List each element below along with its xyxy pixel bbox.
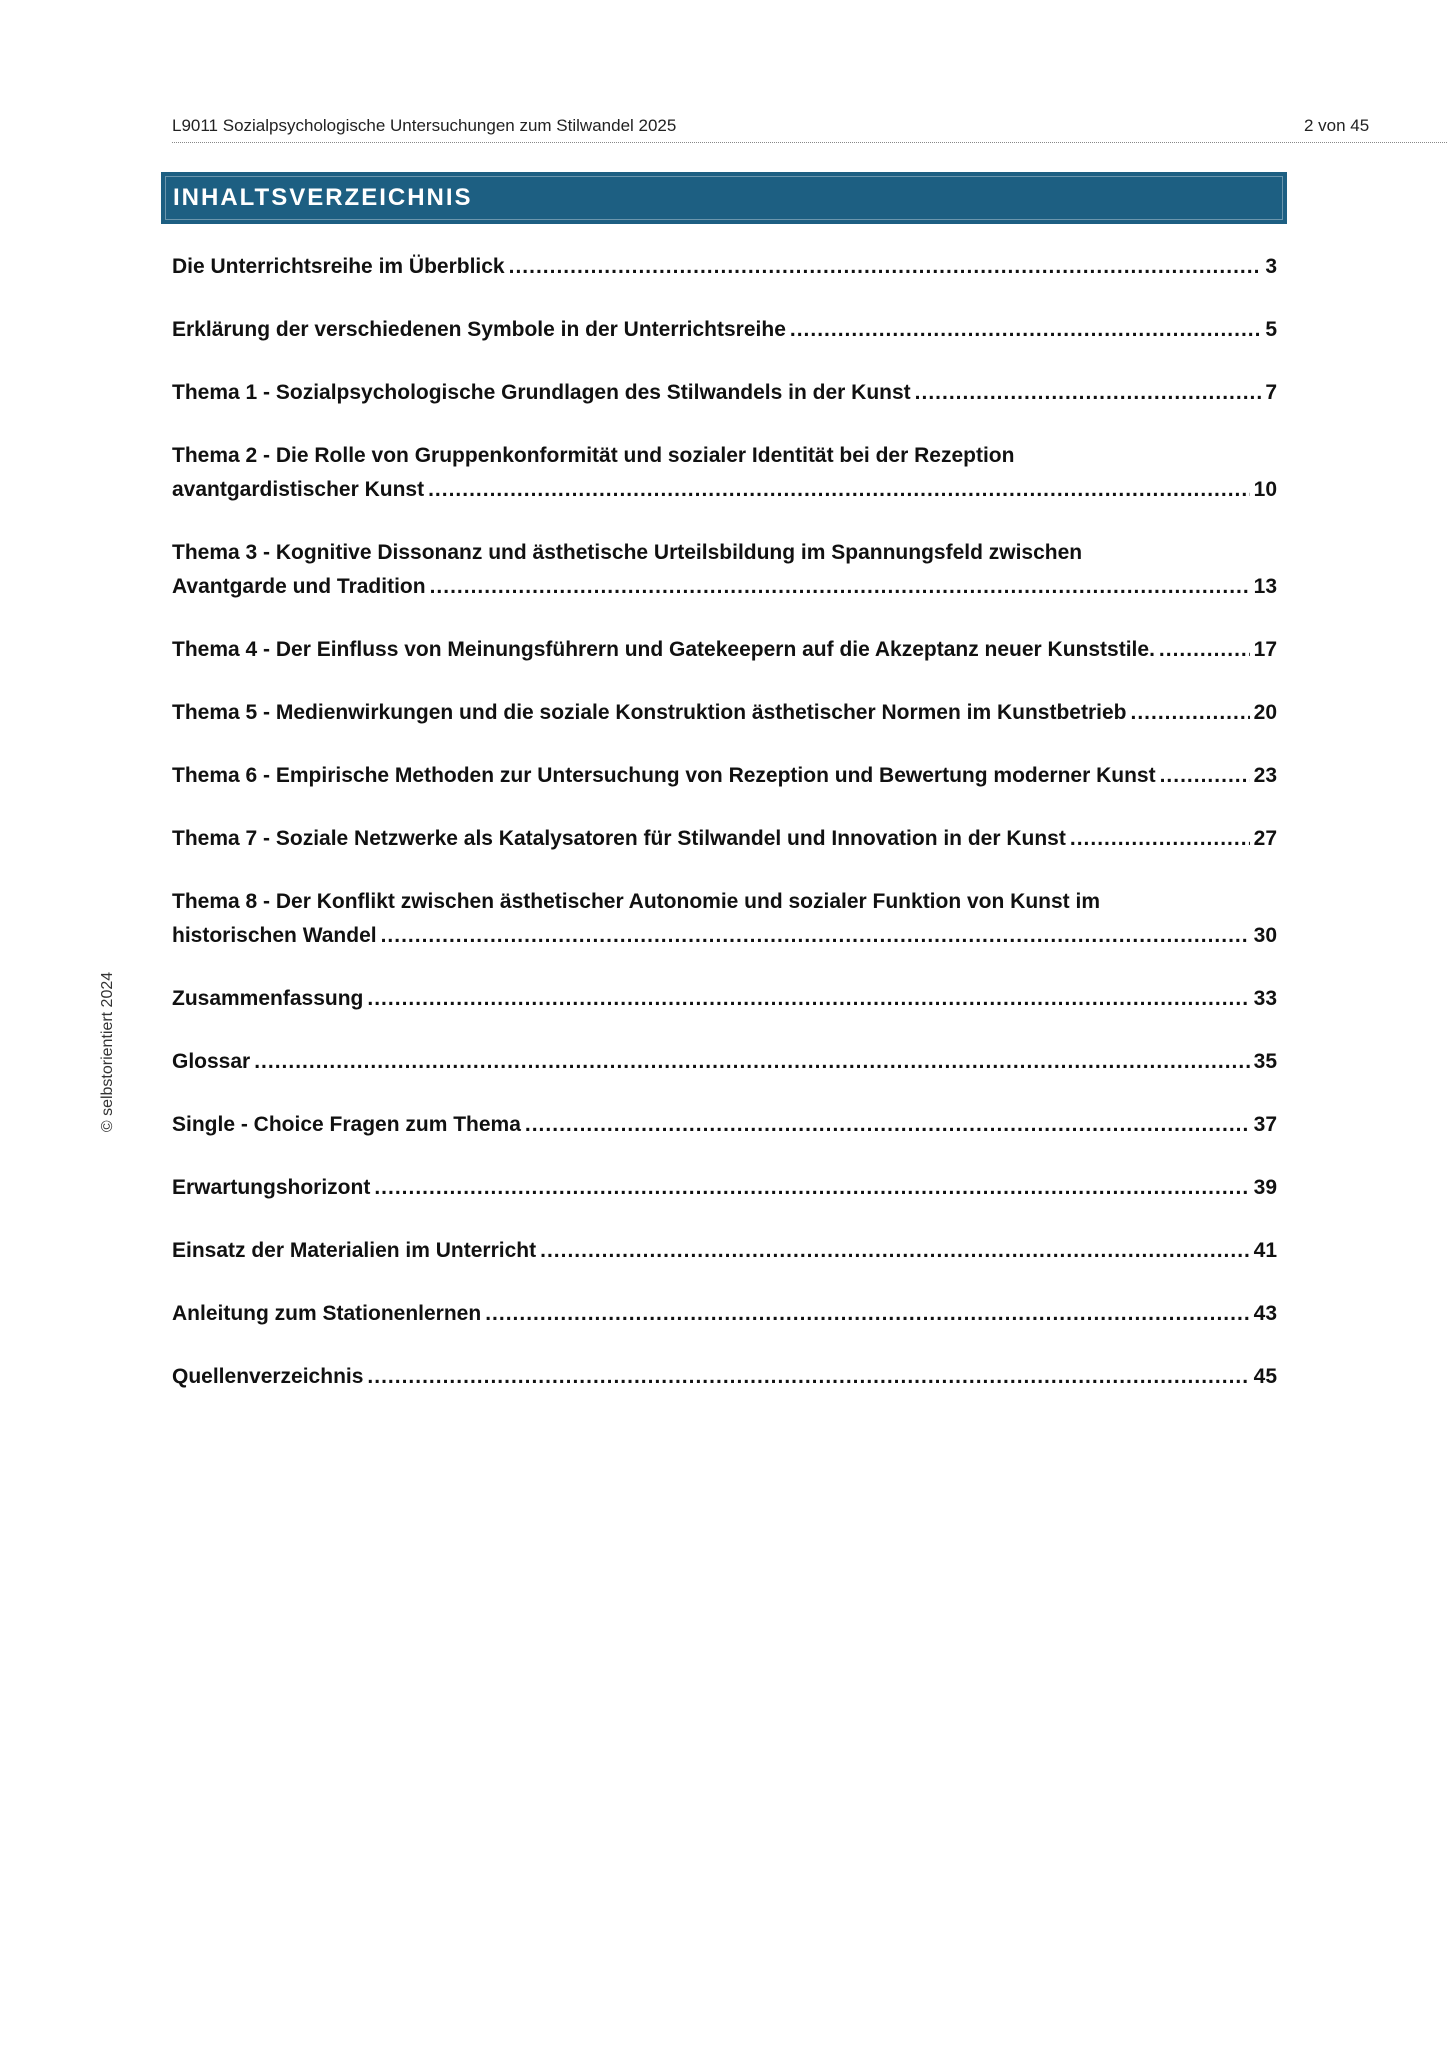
- toc-entry-line: [172, 759, 1277, 793]
- toc-entry-title-line: Thema 8 - Der Konflikt zwischen ästhetischer Autonomie und sozialer Funktion von Kunst im: [172, 890, 1101, 913]
- toc-entry-page: 13: [1253, 575, 1277, 598]
- toc-entry[interactable]: [172, 696, 1277, 730]
- toc-entry-page: 30: [1253, 924, 1277, 947]
- toc-dot-leader: [540, 1234, 1250, 1268]
- toc-entry-page: 43: [1253, 1302, 1277, 1325]
- toc-entry[interactable]: [172, 1171, 1277, 1205]
- toc-entry-title: historischen Wandel: [172, 924, 377, 947]
- toc-entry-page: 23: [1253, 764, 1277, 787]
- toc-entry[interactable]: [172, 885, 1277, 953]
- toc-entry[interactable]: [172, 439, 1277, 507]
- table-of-contents: [172, 250, 1277, 1423]
- toc-entry-page: 45: [1253, 1365, 1277, 1388]
- toc-entry-page: 7: [1265, 381, 1277, 404]
- toc-entry[interactable]: [172, 376, 1277, 410]
- toc-dot-leader: [509, 250, 1262, 284]
- toc-entry-title: Die Unterrichtsreihe im Überblick: [172, 255, 505, 278]
- toc-entry[interactable]: [172, 1108, 1277, 1142]
- toc-dot-leader: [485, 1297, 1249, 1331]
- toc-entry-page: 37: [1253, 1113, 1277, 1136]
- toc-entry-page: 10: [1253, 478, 1277, 501]
- toc-dot-leader: [1131, 696, 1250, 730]
- toc-entry-title: Thema 1 - Sozialpsychologische Grundlagen des Stilwandels in der Kunst: [172, 381, 911, 404]
- toc-dot-leader: [525, 1108, 1250, 1142]
- toc-entry-line: [172, 822, 1277, 856]
- copyright-text: © selbstorientiert 2024: [99, 971, 116, 1133]
- toc-entry-line: [172, 633, 1277, 667]
- page-number: 2 von 45: [1304, 116, 1370, 135]
- toc-entry-page: 20: [1253, 701, 1277, 724]
- toc-entry-title: Erwartungshorizont: [172, 1176, 371, 1199]
- toc-entry-line: [172, 1108, 1277, 1142]
- toc-entry-title: Thema 7 - Soziale Netzwerke als Katalysatoren für Stilwandel und Innovation in der Kunst: [172, 827, 1066, 850]
- toc-entry[interactable]: [172, 1297, 1277, 1331]
- toc-dot-leader: [367, 982, 1249, 1016]
- toc-entry[interactable]: [172, 633, 1277, 667]
- toc-entry-title: Thema 6 - Empirische Methoden zur Untersuchung von Rezeption und Bewertung moderner Kunst: [172, 764, 1156, 787]
- toc-entry-title: Erklärung der verschiedenen Symbole in der Unterrichtsreihe: [172, 318, 786, 341]
- toc-heading-banner: [161, 172, 1287, 224]
- toc-entry-line: [172, 1360, 1277, 1394]
- toc-entry[interactable]: [172, 982, 1277, 1016]
- toc-entry-title: Glossar: [172, 1050, 251, 1073]
- toc-dot-leader: [1160, 759, 1250, 793]
- toc-entry-line: [172, 982, 1277, 1016]
- toc-dot-leader: [428, 473, 1250, 507]
- toc-entry-title: Single - Choice Fragen zum Thema: [172, 1113, 521, 1136]
- toc-entry-title: Anleitung zum Stationenlernen: [172, 1302, 482, 1325]
- toc-entry-line: [172, 1234, 1277, 1268]
- toc-entry-line: [172, 919, 1277, 953]
- toc-entry-line: [172, 473, 1277, 507]
- toc-dot-leader: [367, 1360, 1249, 1394]
- toc-entry-page: 5: [1265, 318, 1277, 341]
- toc-entry-title-line: Thema 2 - Die Rolle von Gruppenkonformität und sozialer Identität bei der Rezeption: [172, 444, 1015, 467]
- toc-entry-page: 3: [1265, 255, 1277, 278]
- toc-dot-leader: [915, 376, 1262, 410]
- toc-entry-title: avantgardistischer Kunst: [172, 478, 425, 501]
- toc-entry-line: [172, 696, 1277, 730]
- toc-entry-title: Avantgarde und Tradition: [172, 575, 426, 598]
- toc-entry-line: [172, 1297, 1277, 1331]
- toc-entry-line: [172, 1171, 1277, 1205]
- toc-entry-page: 39: [1253, 1176, 1277, 1199]
- document-title: L9011 Sozialpsychologische Untersuchungen zum Stilwandel 2025: [172, 116, 677, 135]
- toc-entry[interactable]: [172, 1234, 1277, 1268]
- toc-entry-line: [172, 1045, 1277, 1079]
- toc-entry[interactable]: [172, 1045, 1277, 1079]
- toc-entry-page: 33: [1253, 987, 1277, 1010]
- toc-dot-leader: [254, 1045, 1249, 1079]
- toc-dot-leader: [1159, 633, 1250, 667]
- toc-entry-line: [172, 570, 1277, 604]
- page-header: [172, 114, 1447, 143]
- toc-entry-title: Quellenverzeichnis: [172, 1365, 364, 1388]
- toc-entry[interactable]: [172, 536, 1277, 604]
- toc-entry-title: Thema 4 - Der Einfluss von Meinungsführern und Gatekeepern auf die Akzeptanz neuer Kunststile.: [172, 638, 1155, 661]
- toc-entry-page: 27: [1253, 827, 1277, 850]
- toc-entry-page: 41: [1253, 1239, 1277, 1262]
- toc-entry-page: 35: [1253, 1050, 1277, 1073]
- toc-dot-leader: [430, 570, 1250, 604]
- toc-entry[interactable]: [172, 1360, 1277, 1394]
- toc-entry[interactable]: [172, 822, 1277, 856]
- toc-dot-leader: [1070, 822, 1250, 856]
- toc-entry-line: [172, 250, 1277, 284]
- toc-entry-title: Einsatz der Materialien im Unterricht: [172, 1239, 537, 1262]
- toc-entry-page: 17: [1253, 638, 1277, 661]
- toc-entry-title: Thema 5 - Medienwirkungen und die soziale Konstruktion ästhetischer Normen im Kunstbetrieb: [172, 701, 1127, 724]
- toc-entry[interactable]: [172, 313, 1277, 347]
- toc-entry[interactable]: [172, 250, 1277, 284]
- toc-dot-leader: [381, 919, 1250, 953]
- toc-entry-line: [172, 313, 1277, 347]
- toc-entry[interactable]: [172, 759, 1277, 793]
- toc-dot-leader: [374, 1171, 1249, 1205]
- toc-entry-title: Zusammenfassung: [172, 987, 364, 1010]
- toc-heading: INHALTSVERZEICHNIS: [173, 184, 473, 211]
- toc-entry-line: [172, 376, 1277, 410]
- toc-entry-title-line: Thema 3 - Kognitive Dissonanz und ästhetische Urteilsbildung im Spannungsfeld zwischen: [172, 541, 1083, 564]
- toc-dot-leader: [790, 313, 1261, 347]
